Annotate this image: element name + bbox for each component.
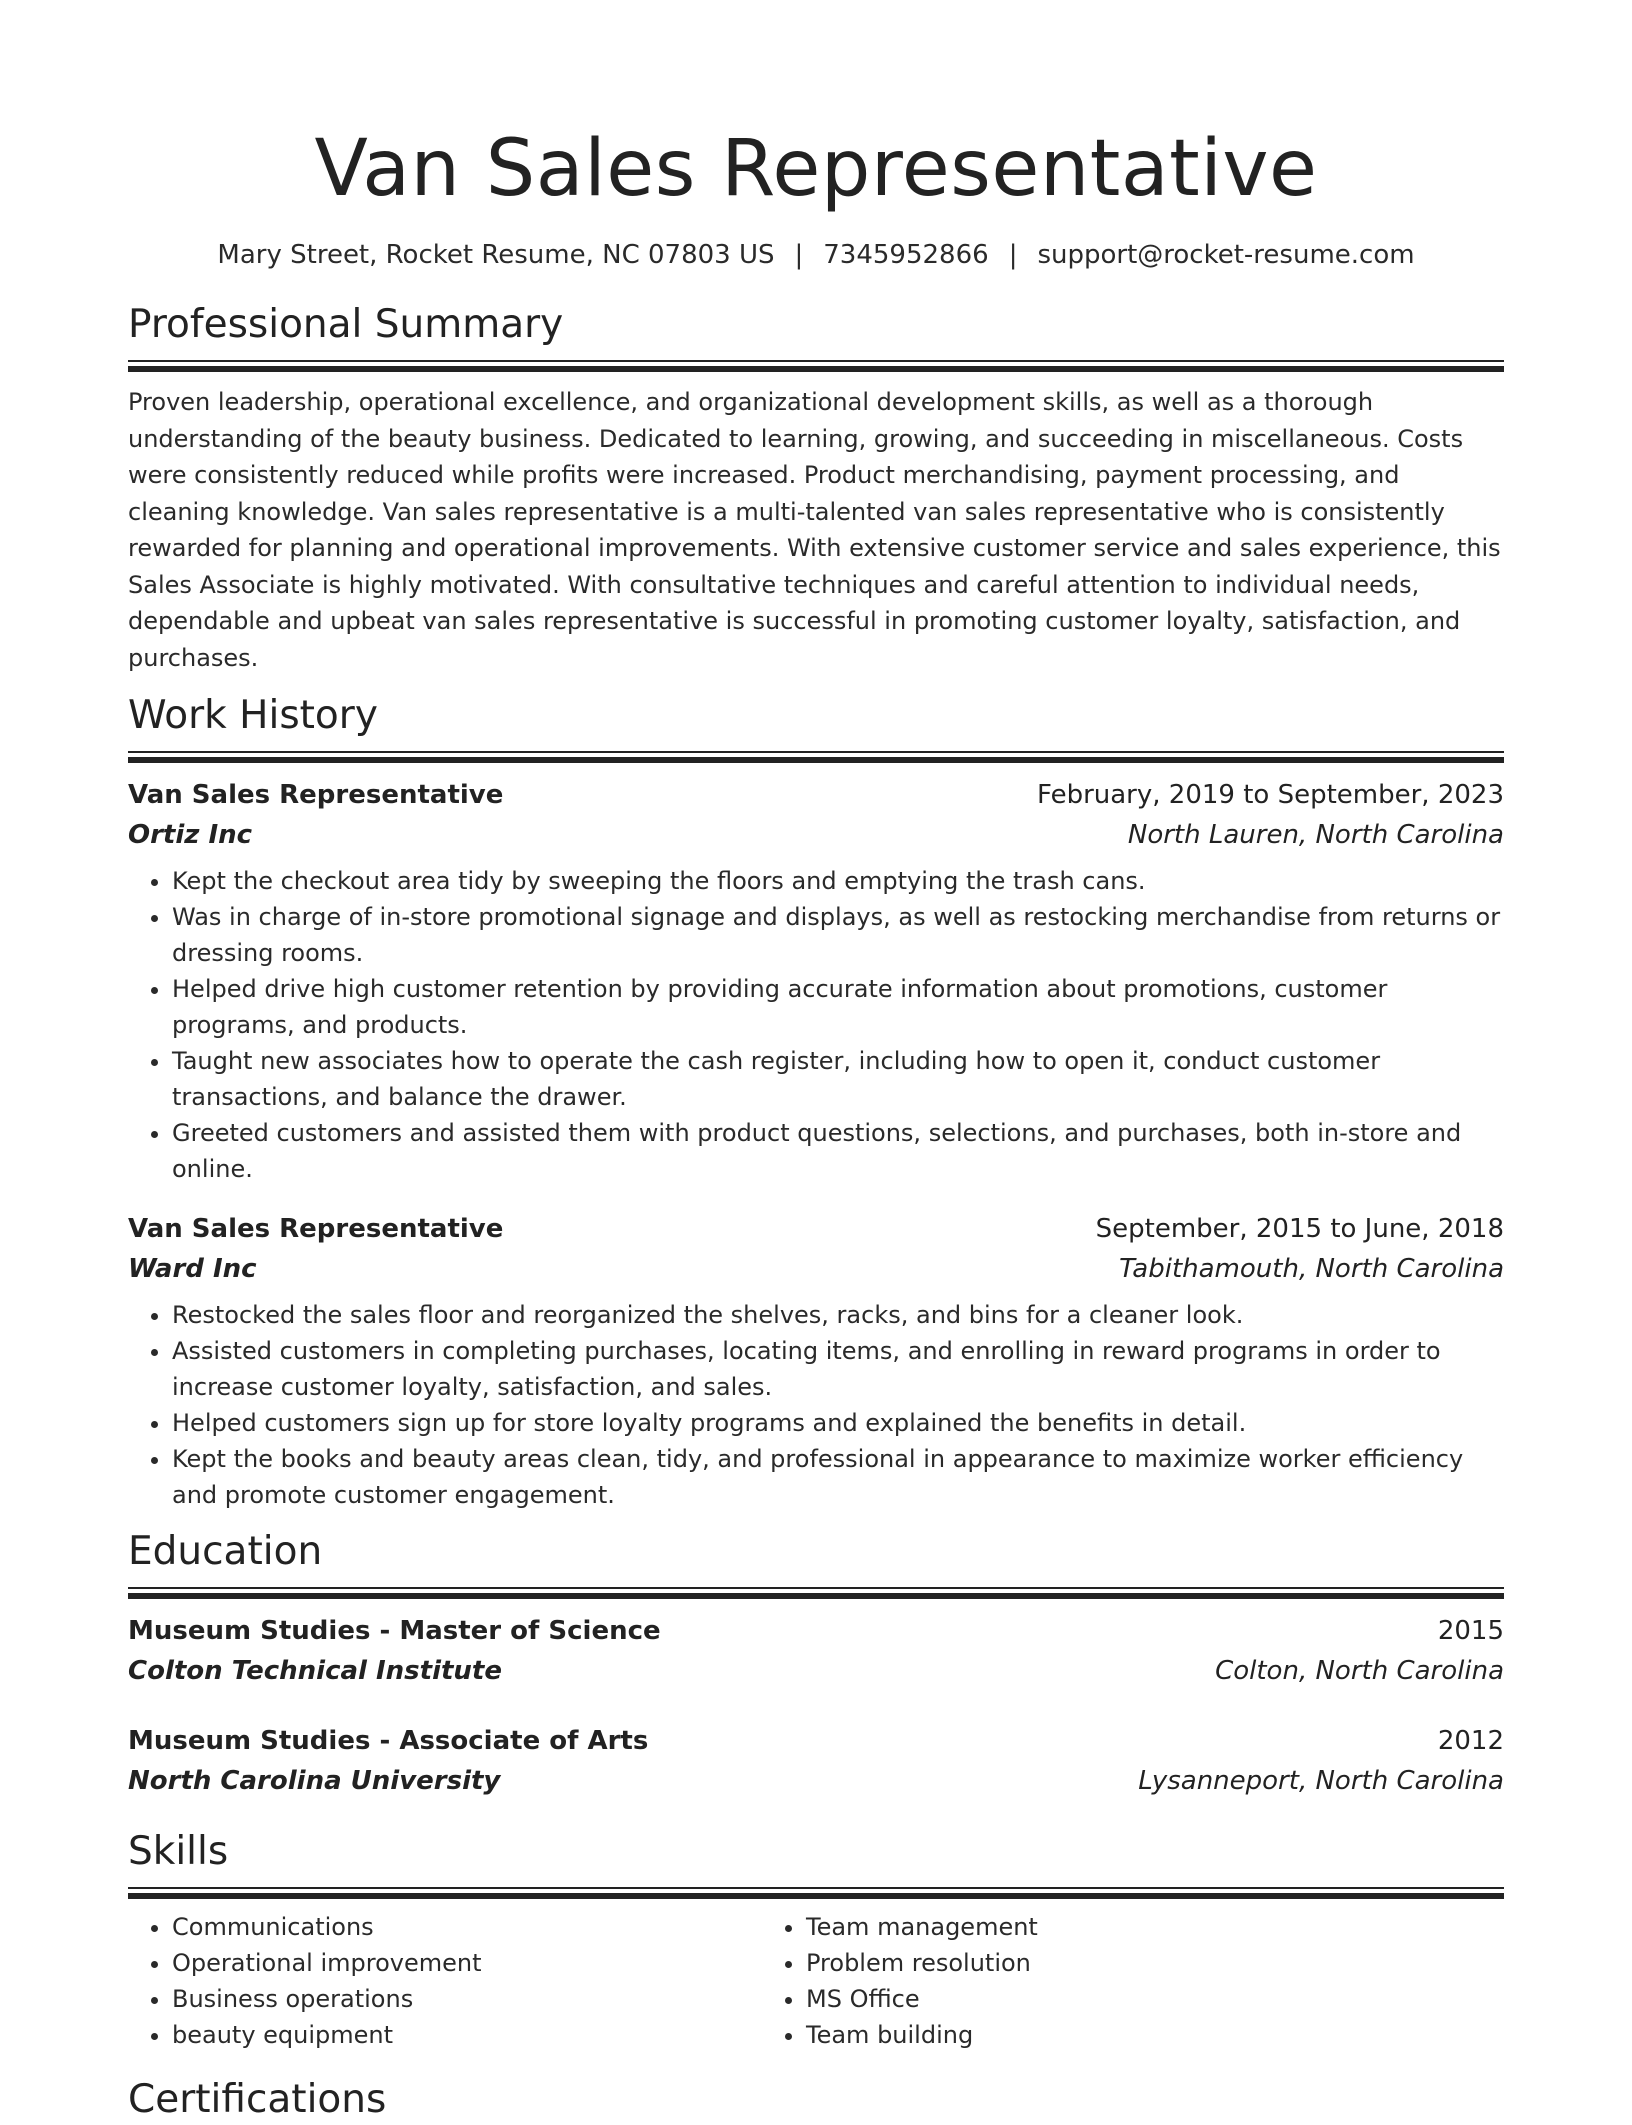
section-rule (128, 1887, 1504, 1899)
contact-separator: | (1008, 240, 1018, 270)
skill-item: • beauty equipment (172, 2017, 762, 2053)
job-bullet: • Taught new associates how to operate the cash register, including how to open it, conduct customer transactions, and balance the drawer. (172, 1043, 1504, 1115)
skills-columns (128, 1909, 1504, 2053)
skills-section (128, 1827, 1504, 2053)
job-company: Ward Inc (128, 1254, 257, 1284)
summary-section (128, 300, 1504, 676)
section-title-summary: Professional Summary (128, 302, 564, 347)
summary-text: Proven leadership, operational excellence, and organizational development skills, as well as a thorough understanding of the beauty business. Dedicated to learning, growing, and succeeding in miscellaneous. Costs were consistently reduced while profits were increased. Product merchandising, payment processing, and cleaning knowledge. Van sales representative is a multi-talented van sales representative who is consistently rewarded for planning and operational improvements. With extensive customer service and sales experience, this Sales Associate is highly motivated. With consultative techniques and careful attention to individual needs, dependable and upbeat van sales representative is successful in promoting customer loyalty, satisfaction, and purchases. (128, 388, 1501, 672)
job-bullet: • Greeted customers and assisted them with product questions, selections, and purchases, both in-store and online. (172, 1115, 1504, 1187)
skill-item: • Problem resolution (806, 1945, 1396, 1981)
job-header-row (128, 1209, 1504, 1249)
job-header-row (128, 775, 1504, 815)
job-bullet: • Helped customers sign up for store loyalty programs and explained the benefits in detail. (172, 1405, 1504, 1441)
education-school-row (128, 1761, 1504, 1801)
contact-phone: 7345952866 (823, 240, 989, 270)
skills-list-left (128, 1909, 762, 2053)
job-location: Tabithamouth, North Carolina (1119, 1254, 1504, 1284)
job-bullet: • Restocked the sales floor and reorganized the shelves, racks, and bins for a cleaner look. (172, 1297, 1504, 1333)
contact-line (128, 238, 1504, 272)
education-location: Lysanneport, North Carolina (1138, 1766, 1504, 1796)
job-role: Van Sales Representative (128, 1214, 504, 1244)
education-year: 2012 (1437, 1726, 1504, 1756)
education-school-row (128, 1651, 1504, 1691)
contact-separator: | (794, 240, 804, 270)
skill-item: • Operational improvement (172, 1945, 762, 1981)
section-title-work-history: Work History (128, 693, 378, 738)
job-bullet: • Was in charge of in-store promotional signage and displays, as well as restocking merchandise from returns or dressing rooms. (172, 899, 1504, 971)
certifications-section (128, 2075, 1504, 2125)
section-title-education: Education (128, 1529, 323, 1574)
skill-item: • MS Office (806, 1981, 1396, 2017)
education-entry (128, 1611, 1504, 1691)
contact-email: support@rocket-resume.com (1037, 240, 1415, 270)
skill-item: • Communications (172, 1909, 762, 1945)
education-degree-row (128, 1721, 1504, 1761)
education-degree-row (128, 1611, 1504, 1651)
section-title-certifications: Certifications (128, 2077, 387, 2122)
education-degree: Museum Studies - Associate of Arts (128, 1726, 649, 1756)
job-bullet: • Helped drive high customer retention by providing accurate information about promotions, customer programs, and products. (172, 971, 1504, 1043)
job-bullet: • Kept the books and beauty areas clean, tidy, and professional in appearance to maximize worker efficiency and promote customer engagement. (172, 1441, 1504, 1513)
section-rule (128, 751, 1504, 763)
job-company-row (128, 815, 1504, 855)
job-bullet: • Assisted customers in completing purchases, locating items, and enrolling in reward programs in order to increase customer loyalty, satisfaction, and sales. (172, 1333, 1504, 1405)
education-location: Colton, North Carolina (1215, 1656, 1504, 1686)
job-dates: February, 2019 to September, 2023 (1037, 780, 1504, 810)
job-company-row (128, 1249, 1504, 1289)
job-role: Van Sales Representative (128, 780, 504, 810)
contact-address: Mary Street, Rocket Resume, NC 07803 US (217, 240, 775, 270)
education-section (128, 1527, 1504, 1801)
education-entry (128, 1721, 1504, 1801)
section-rule (128, 360, 1504, 372)
education-school: North Carolina University (128, 1766, 501, 1796)
skills-list-right (762, 1909, 1396, 2053)
skill-item: • Team building (806, 2017, 1396, 2053)
education-year: 2015 (1437, 1616, 1504, 1646)
job-entry (128, 1209, 1504, 1513)
education-degree: Museum Studies - Master of Science (128, 1616, 661, 1646)
job-bullets (128, 863, 1504, 1187)
skill-item: • Business operations (172, 1981, 762, 2017)
job-company: Ortiz Inc (128, 820, 253, 850)
education-school: Colton Technical Institute (128, 1656, 502, 1686)
job-bullets (128, 1297, 1504, 1513)
job-entry (128, 775, 1504, 1187)
resume-page (128, 0, 1504, 2125)
job-location: North Lauren, North Carolina (1127, 820, 1504, 850)
section-rule (128, 1587, 1504, 1599)
section-title-skills: Skills (128, 1829, 229, 1874)
resume-name-heading: Van Sales Representative (314, 124, 1318, 214)
job-bullet: • Kept the checkout area tidy by sweeping the floors and emptying the trash cans. (172, 863, 1504, 899)
skill-item: • Team management (806, 1909, 1396, 1945)
work-history-section (128, 691, 1504, 1513)
job-dates: September, 2015 to June, 2018 (1095, 1214, 1504, 1244)
